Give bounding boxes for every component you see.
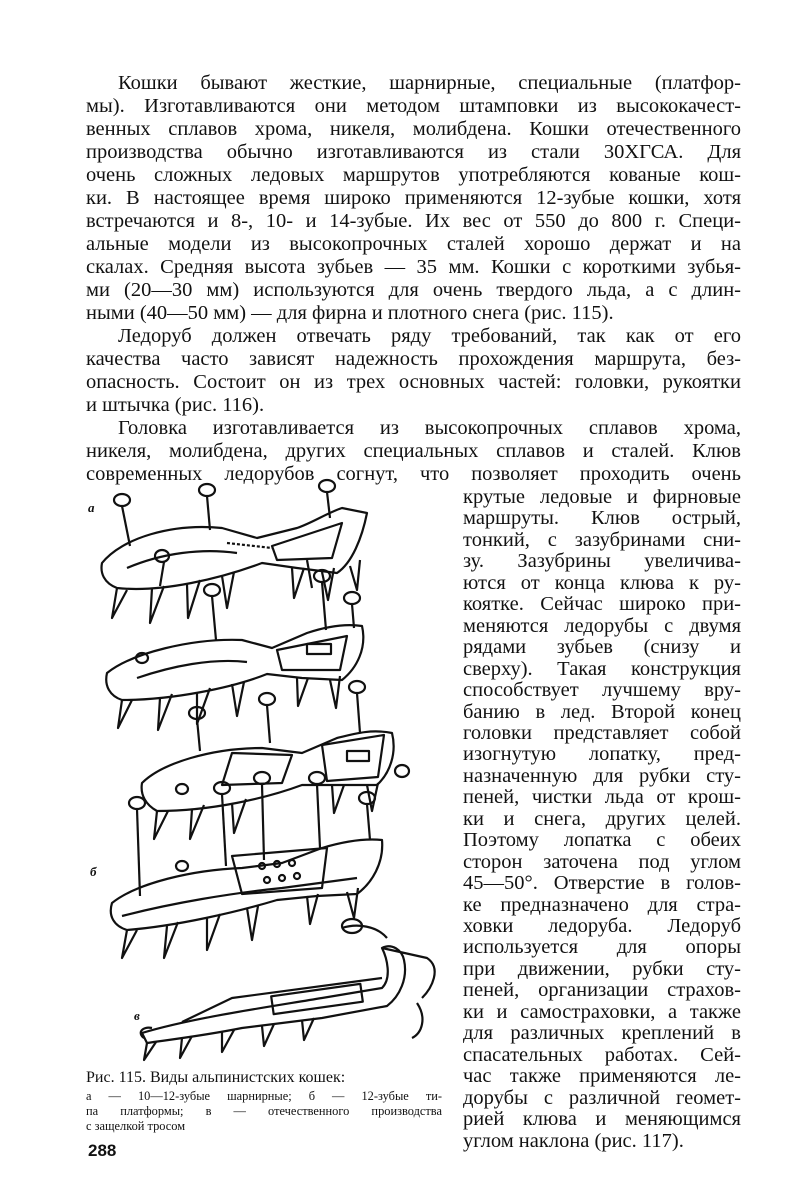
column-text-line: зу. Зазубрины увеличива- [463,550,741,573]
label-a: а [88,500,95,515]
text-line: встречаются и 8-, 10- и 14-зубые. Их вес от 550 до 800 г. Специ- [86,210,741,232]
text-line: производства обычно изготавливаются из стали 30ХГСА. Для [86,141,741,163]
text-line: опасность. Состоит он из трех основных частей: головки, рукоятки [86,371,741,393]
column-text-line: Поэтому лопатка с обеих [463,829,741,852]
text-line: скалах. Средняя высота зубьев — 35 мм. Кошки с короткими зубья- [86,256,741,278]
column-text-line: изогнутую лопатку, пред- [463,743,741,766]
column-text-line: ются от конца клюва к ру- [463,571,741,594]
column-text-line: пеней, организации страхов- [463,979,741,1002]
text-line: альные модели из высокопрочных сталей хорошо держат и на [86,233,741,255]
column-text-line: ке предназначено для стра- [463,893,741,916]
column-text-line: способствует лучшему вру- [463,679,741,702]
column-text-line: ки и снега, других целей. [463,807,741,830]
column-text-line: используется для опоры [463,936,741,959]
crampon-2 [106,570,363,730]
column-text-line: при движении, рубки сту- [463,957,741,980]
column-text-line: час также применяются ле- [463,1065,741,1088]
column-text-line: спасательных работах. Сей- [463,1043,741,1066]
column-text-line: тонкий, с зазубринами сни- [463,528,741,551]
text-line: очень сложных ледовых маршрутов употребляются кованые кош- [86,164,741,186]
figure-caption-line: а — 10—12-зубые шарнирные; б — 12-зубые ти- [86,1089,442,1103]
crampon-v [141,919,435,1060]
column-text-line: ки и самостраховки, а также [463,1000,741,1023]
figure-caption-line: па платформы; в — отечественного производства [86,1104,442,1118]
figure-caption-title: Рис. 115. Виды альпинистских кошек: [86,1069,346,1086]
page-number: 288 [88,1141,117,1160]
column-text-line: маршруты. Клюв острый, [463,507,741,530]
text-line: Кошки бывают жесткие, шарнирные, специальные (платфор- [118,72,741,94]
column-text-line: сверху). Такая конструкция [463,657,741,680]
text-line: качества часто зависят надежность прохождения маршрута, без- [86,348,741,370]
column-text-line: банию в лед. Второй конец [463,700,741,723]
column-text-line: дорубы с различной геомет- [463,1086,741,1109]
column-text-line: ховки ледоруба. Ледоруб [463,915,741,937]
text-line: никеля, молибдена, других специальных сплавов и сталей. Клюв [86,440,741,462]
column-text-line: углом наклона (рис. 117). [463,1129,684,1152]
text-line: и штычка (рис. 116). [86,394,265,416]
column-text-line: меняются ледорубы с двумя [463,614,741,637]
column-text-line: головки представляет собой [463,721,741,744]
figure-caption-line: с защелкой тросом [86,1119,186,1133]
crampons-figure [82,468,454,1063]
column-text-line: рией клюва и меняющимся [463,1108,741,1131]
column-text-line: крутые ледовые и фирновые [463,486,741,508]
text-line: современных ледорубов согнут, что позволяет проходить очень [86,463,741,485]
text-line: Ледоруб должен отвечать ряду требований, так как от его [118,325,741,347]
column-text-line: для различных креплений в [463,1022,741,1045]
text-line: Головка изготавливается из высокопрочных сплавов хрома, [118,417,741,439]
text-line: венных сплавов хрома, никеля, молибдена. Кошки отечественного [86,118,741,140]
label-v: в [134,1008,140,1023]
column-text-line: сторон заточена под углом [463,850,741,873]
column-text-line: 45—50°. Отверстие в голов- [463,872,741,895]
column-text-line: рядами зубьев (снизу и [463,636,741,659]
text-line: ми (20—30 мм) используются для очень твердого льда, а с длин- [86,279,741,301]
label-b: б [90,864,97,879]
column-text-line: назначенную для рубки сту- [463,764,741,787]
crampons-illustration [82,468,454,1063]
column-text-line: коятке. Сейчас широко при- [463,593,741,616]
text-line: ки. В настоящее время широко применяются 12-зубые кошки, хотя [86,187,741,209]
text-line: мы). Изготавливаются они методом штамповки из высококачест- [86,95,741,117]
crampon-a [102,480,367,623]
column-text-line: пеней, чистки льда от крош- [463,786,741,809]
text-line: ными (40—50 мм) — для фирна и плотного снега (рис. 115). [86,302,614,324]
